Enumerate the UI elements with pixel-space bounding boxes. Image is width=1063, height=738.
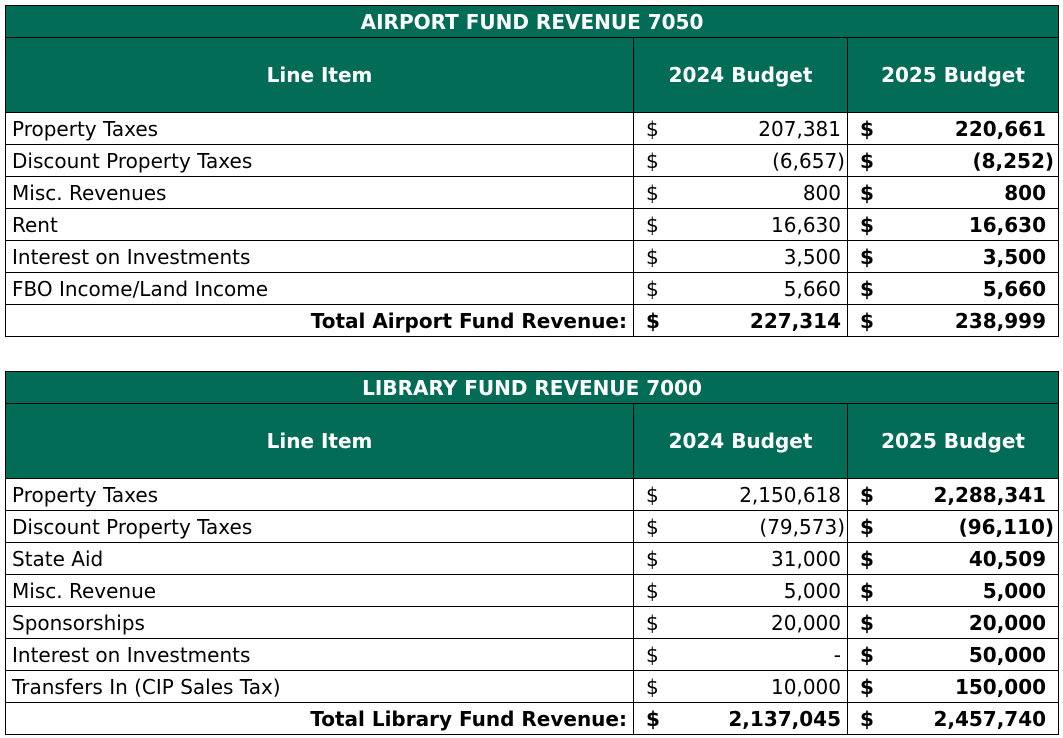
total-value-2025: 2,457,740 <box>880 703 1059 735</box>
line-item-label: State Aid <box>6 543 634 575</box>
value-2025: 5,660 <box>880 273 1059 305</box>
currency-2025: $ <box>848 671 880 703</box>
value-2025: 16,630 <box>880 209 1059 241</box>
value-2024: 2,150,618 <box>666 479 848 511</box>
value-2025: 3,500 <box>880 241 1059 273</box>
table-row <box>6 113 1059 145</box>
total-value-2024: 2,137,045 <box>666 703 848 735</box>
line-item-label: Rent <box>6 209 634 241</box>
line-item-label: Transfers In (CIP Sales Tax) <box>6 671 634 703</box>
table-title: LIBRARY FUND REVENUE 7000 <box>6 372 1059 404</box>
value-2025: (96,110) <box>880 511 1059 543</box>
table-row <box>6 241 1059 273</box>
currency-2025: $ <box>848 575 880 607</box>
airport-fund-table <box>5 5 1059 337</box>
table-title: AIRPORT FUND REVENUE 7050 <box>6 6 1059 38</box>
value-2025: 150,000 <box>880 671 1059 703</box>
currency-2024: $ <box>634 209 666 241</box>
table-body <box>6 479 1059 703</box>
table-row <box>6 511 1059 543</box>
total-row <box>6 703 1059 735</box>
currency-2024: $ <box>634 177 666 209</box>
line-item-label: Sponsorships <box>6 607 634 639</box>
total-label: Total Library Fund Revenue: <box>6 703 634 735</box>
value-2024: 10,000 <box>666 671 848 703</box>
currency-2024: $ <box>634 273 666 305</box>
total-label: Total Airport Fund Revenue: <box>6 305 634 337</box>
line-item-label: Discount Property Taxes <box>6 145 634 177</box>
currency-2025: $ <box>848 639 880 671</box>
table-row <box>6 479 1059 511</box>
currency-2025: $ <box>848 511 880 543</box>
value-2024: (79,573) <box>666 511 848 543</box>
column-header-line-item: Line Item <box>6 404 634 479</box>
value-2025: 800 <box>880 177 1059 209</box>
value-2025: (8,252) <box>880 145 1059 177</box>
currency-2024: $ <box>634 671 666 703</box>
column-header-row <box>6 38 1059 113</box>
total-value-2025: 238,999 <box>880 305 1059 337</box>
currency-2024: $ <box>634 639 666 671</box>
table-title-row <box>6 6 1059 38</box>
total-row <box>6 305 1059 337</box>
value-2025: 50,000 <box>880 639 1059 671</box>
value-2024: 16,630 <box>666 209 848 241</box>
value-2024: 5,660 <box>666 273 848 305</box>
column-header-row <box>6 404 1059 479</box>
line-item-label: Interest on Investments <box>6 241 634 273</box>
value-2024: 207,381 <box>666 113 848 145</box>
line-item-label: Misc. Revenues <box>6 177 634 209</box>
table-row <box>6 273 1059 305</box>
value-2025: 2,288,341 <box>880 479 1059 511</box>
currency-2024: $ <box>634 575 666 607</box>
total-value-2024: 227,314 <box>666 305 848 337</box>
currency-2024: $ <box>634 241 666 273</box>
table-row <box>6 543 1059 575</box>
currency-2024: $ <box>634 511 666 543</box>
total-currency-2024: $ <box>634 305 666 337</box>
column-header-2024-budget: 2024 Budget <box>634 404 848 479</box>
value-2024: 20,000 <box>666 607 848 639</box>
currency-2025: $ <box>848 177 880 209</box>
table-title-row <box>6 372 1059 404</box>
table-row <box>6 671 1059 703</box>
currency-2025: $ <box>848 607 880 639</box>
table-row <box>6 145 1059 177</box>
value-2024: - <box>666 639 848 671</box>
value-2024: 5,000 <box>666 575 848 607</box>
currency-2024: $ <box>634 607 666 639</box>
line-item-label: Interest on Investments <box>6 639 634 671</box>
table-row <box>6 575 1059 607</box>
currency-2025: $ <box>848 113 880 145</box>
currency-2025: $ <box>848 479 880 511</box>
table-row <box>6 177 1059 209</box>
value-2025: 220,661 <box>880 113 1059 145</box>
line-item-label: FBO Income/Land Income <box>6 273 634 305</box>
table-row <box>6 639 1059 671</box>
column-header-2025-budget: 2025 Budget <box>848 404 1059 479</box>
value-2024: 31,000 <box>666 543 848 575</box>
column-header-2024-budget: 2024 Budget <box>634 38 848 113</box>
value-2024: 800 <box>666 177 848 209</box>
currency-2025: $ <box>848 543 880 575</box>
line-item-label: Misc. Revenue <box>6 575 634 607</box>
value-2025: 20,000 <box>880 607 1059 639</box>
currency-2025: $ <box>848 209 880 241</box>
line-item-label: Discount Property Taxes <box>6 511 634 543</box>
total-currency-2025: $ <box>848 703 880 735</box>
column-header-2025-budget: 2025 Budget <box>848 38 1059 113</box>
currency-2025: $ <box>848 273 880 305</box>
line-item-label: Property Taxes <box>6 479 634 511</box>
currency-2024: $ <box>634 479 666 511</box>
currency-2024: $ <box>634 145 666 177</box>
value-2025: 5,000 <box>880 575 1059 607</box>
value-2024: (6,657) <box>666 145 848 177</box>
table-body <box>6 113 1059 305</box>
value-2025: 40,509 <box>880 543 1059 575</box>
library-fund-table <box>5 371 1059 735</box>
currency-2024: $ <box>634 113 666 145</box>
total-currency-2024: $ <box>634 703 666 735</box>
currency-2025: $ <box>848 145 880 177</box>
line-item-label: Property Taxes <box>6 113 634 145</box>
total-currency-2025: $ <box>848 305 880 337</box>
table-row <box>6 607 1059 639</box>
table-row <box>6 209 1059 241</box>
currency-2024: $ <box>634 543 666 575</box>
currency-2025: $ <box>848 241 880 273</box>
value-2024: 3,500 <box>666 241 848 273</box>
column-header-line-item: Line Item <box>6 38 634 113</box>
